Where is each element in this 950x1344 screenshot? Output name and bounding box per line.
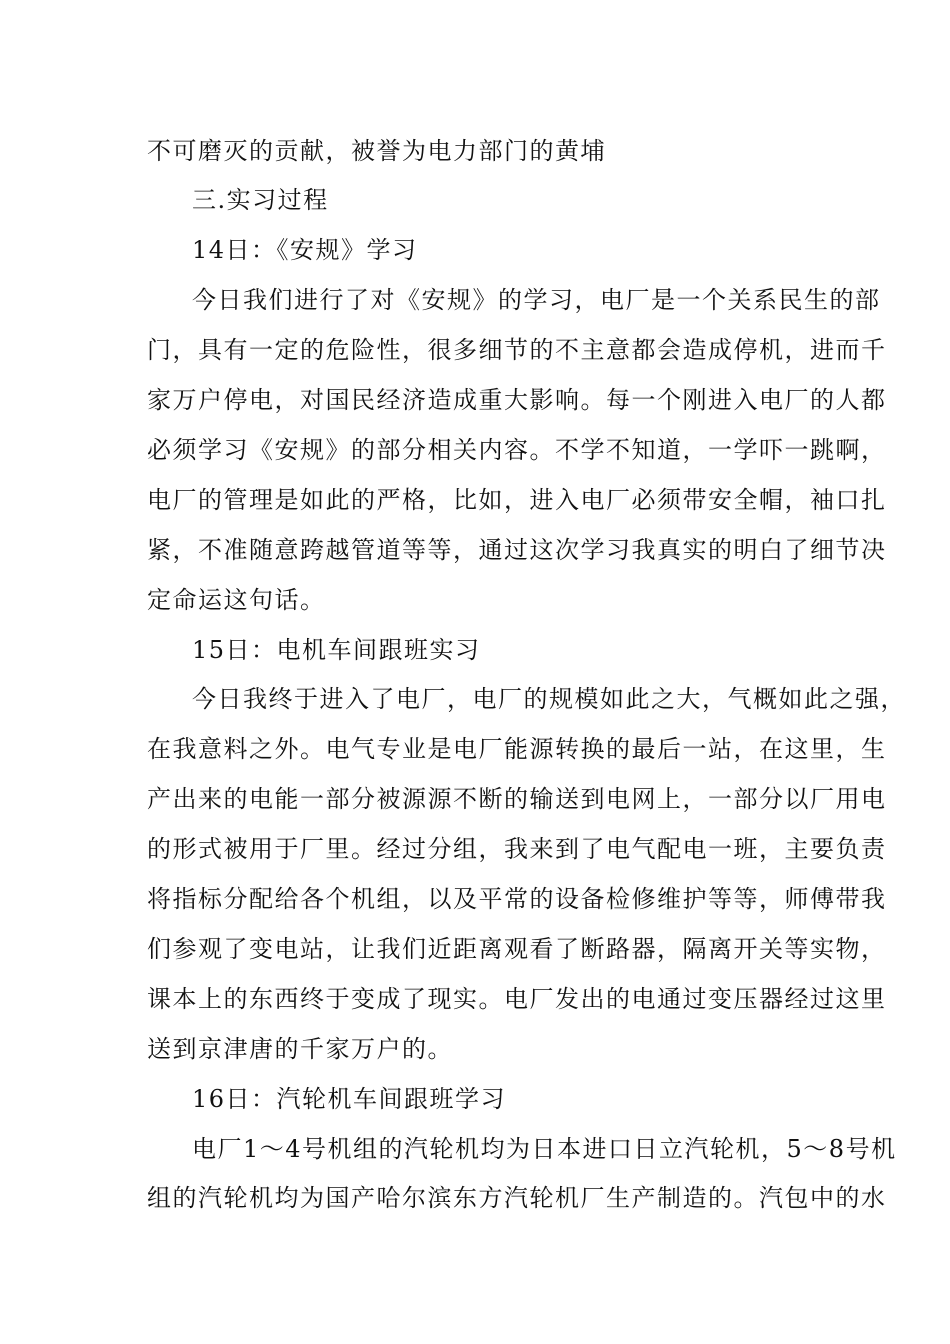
paragraph-line: 必须学习《安规》的部分相关内容。不学不知道，一学吓一跳啊， (147, 436, 887, 464)
paragraph-line: 们参观了变电站，让我们近距离观看了断路器，隔离开关等实物， (147, 935, 887, 963)
paragraph-line: 课本上的东西终于变成了现实。电厂发出的电通过变压器经过这里 (147, 985, 887, 1013)
paragraph-line: 今日我终于进入了电厂，电厂的规模如此之大，气概如此之强， (192, 685, 906, 713)
day-heading: 16日：汽轮机车间跟班学习 (192, 1085, 507, 1113)
paragraph-line: 家万户停电，对国民经济造成重大影响。每一个刚进入电厂的人都 (147, 386, 887, 414)
day-heading: 14日：《安规》学习 (192, 236, 418, 264)
section-heading: 三.实习过程 (192, 186, 329, 214)
paragraph-line: 门，具有一定的危险性，很多细节的不主意都会造成停机，进而千 (147, 336, 887, 364)
day-heading: 15日：电机车间跟班实习 (192, 636, 481, 664)
paragraph-line: 紧，不准随意跨越管道等等，通过这次学习我真实的明白了细节决 (147, 536, 887, 564)
paragraph-line: 组的汽轮机均为国产哈尔滨东方汽轮机厂生产制造的。汽包中的水 (147, 1184, 887, 1212)
paragraph-line: 今日我们进行了对《安规》的学习，电厂是一个关系民生的部 (192, 286, 881, 314)
paragraph-line: 在我意料之外。电气专业是电厂能源转换的最后一站，在这里，生 (147, 735, 887, 763)
paragraph-line: 送到京津唐的千家万户的。 (147, 1035, 453, 1063)
paragraph-line: 电厂1～4号机组的汽轮机均为日本进口日立汽轮机，5～8号机 (192, 1135, 897, 1163)
paragraph-line: 定命运这句话。 (147, 586, 326, 614)
paragraph-line: 将指标分配给各个机组，以及平常的设备检修维护等等，师傅带我 (147, 885, 887, 913)
paragraph-line: 电厂的管理是如此的严格，比如，进入电厂必须带安全帽，袖口扎 (147, 486, 887, 514)
paragraph-line: 不可磨灭的贡献，被誉为电力部门的黄埔 (147, 137, 606, 165)
paragraph-line: 产出来的电能一部分被源源不断的输送到电网上，一部分以厂用电 (147, 785, 887, 813)
paragraph-line: 的形式被用于厂里。经过分组，我来到了电气配电一班，主要负责 (147, 835, 887, 863)
